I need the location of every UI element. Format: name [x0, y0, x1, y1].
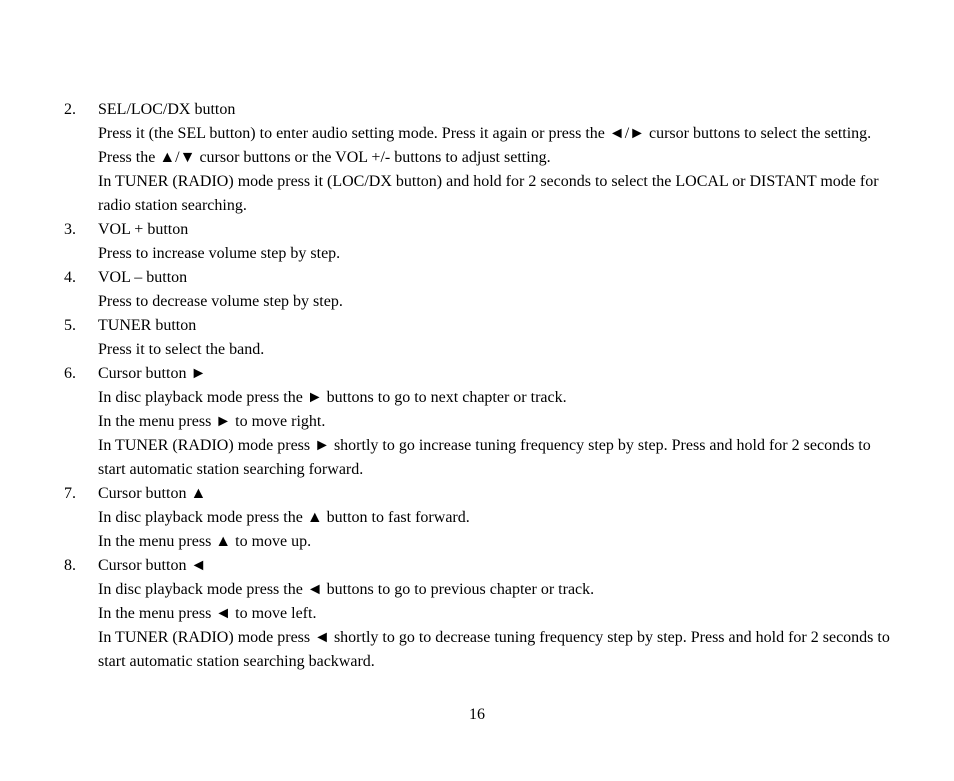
item-title: Cursor button ▲: [98, 485, 207, 502]
item-body: [98, 362, 894, 482]
list-item-vol-minus: [64, 266, 894, 314]
item-body: [98, 98, 894, 218]
item-number: 8.: [64, 557, 76, 574]
item-body: [98, 554, 894, 674]
item-description: In disc playback mode press the ▲ button to fast forward.: [98, 509, 470, 526]
item-description: In the menu press ▲ to move up.: [98, 533, 312, 550]
item-number: 3.: [64, 221, 76, 238]
page-number: 16: [469, 706, 485, 723]
item-description: In disc playback mode press the ► buttons to go to next chapter or track.: [98, 389, 567, 406]
list-item-vol-plus: [64, 218, 894, 266]
item-title: Cursor button ►: [98, 365, 207, 382]
item-title: SEL/LOC/DX button: [98, 101, 236, 118]
item-title: VOL + button: [98, 221, 189, 238]
list-item-cursor-left: [64, 554, 894, 674]
item-description: In TUNER (RADIO) mode press it (LOC/DX button) and hold for 2 seconds to select the LOCAL or DISTANT mode for radio station searching.: [98, 173, 879, 214]
item-description: Press it to select the band.: [98, 341, 265, 358]
item-description: Press to increase volume step by step.: [98, 245, 341, 262]
item-description: In the menu press ◄ to move left.: [98, 605, 317, 622]
item-description: In TUNER (RADIO) mode press ◄ shortly to go to decrease tuning frequency step by step. Press and hold for 2 seconds to start automatic station searching backward.: [98, 629, 890, 670]
item-title: Cursor button ◄: [98, 557, 207, 574]
item-body: [98, 482, 894, 554]
list-item-cursor-up: [64, 482, 894, 554]
item-number: 2.: [64, 101, 76, 118]
item-description: Press it (the SEL button) to enter audio setting mode. Press it again or press the ◄/► cursor buttons to select the setting. Press the ▲/▼ cursor buttons or the VOL +/- buttons to adjust setting.: [98, 125, 872, 166]
item-description: In TUNER (RADIO) mode press ► shortly to go increase tuning frequency step by step. Press and hold for 2 seconds to start automatic station searching forward.: [98, 437, 871, 478]
item-body: [98, 314, 894, 362]
list-item-tuner: [64, 314, 894, 362]
item-number: 7.: [64, 485, 76, 502]
item-number: 6.: [64, 365, 76, 382]
list-item-sel-loc-dx: [64, 98, 894, 218]
item-description: In disc playback mode press the ◄ buttons to go to previous chapter or track.: [98, 581, 595, 598]
item-body: [98, 266, 894, 314]
item-description: In the menu press ► to move right.: [98, 413, 326, 430]
item-number: 5.: [64, 317, 76, 334]
list-item-cursor-right: [64, 362, 894, 482]
item-title: TUNER button: [98, 317, 197, 334]
item-body: [98, 218, 894, 266]
item-description: Press to decrease volume step by step.: [98, 293, 343, 310]
item-number: 4.: [64, 269, 76, 286]
document-content: [64, 98, 894, 674]
item-title: VOL – button: [98, 269, 188, 286]
